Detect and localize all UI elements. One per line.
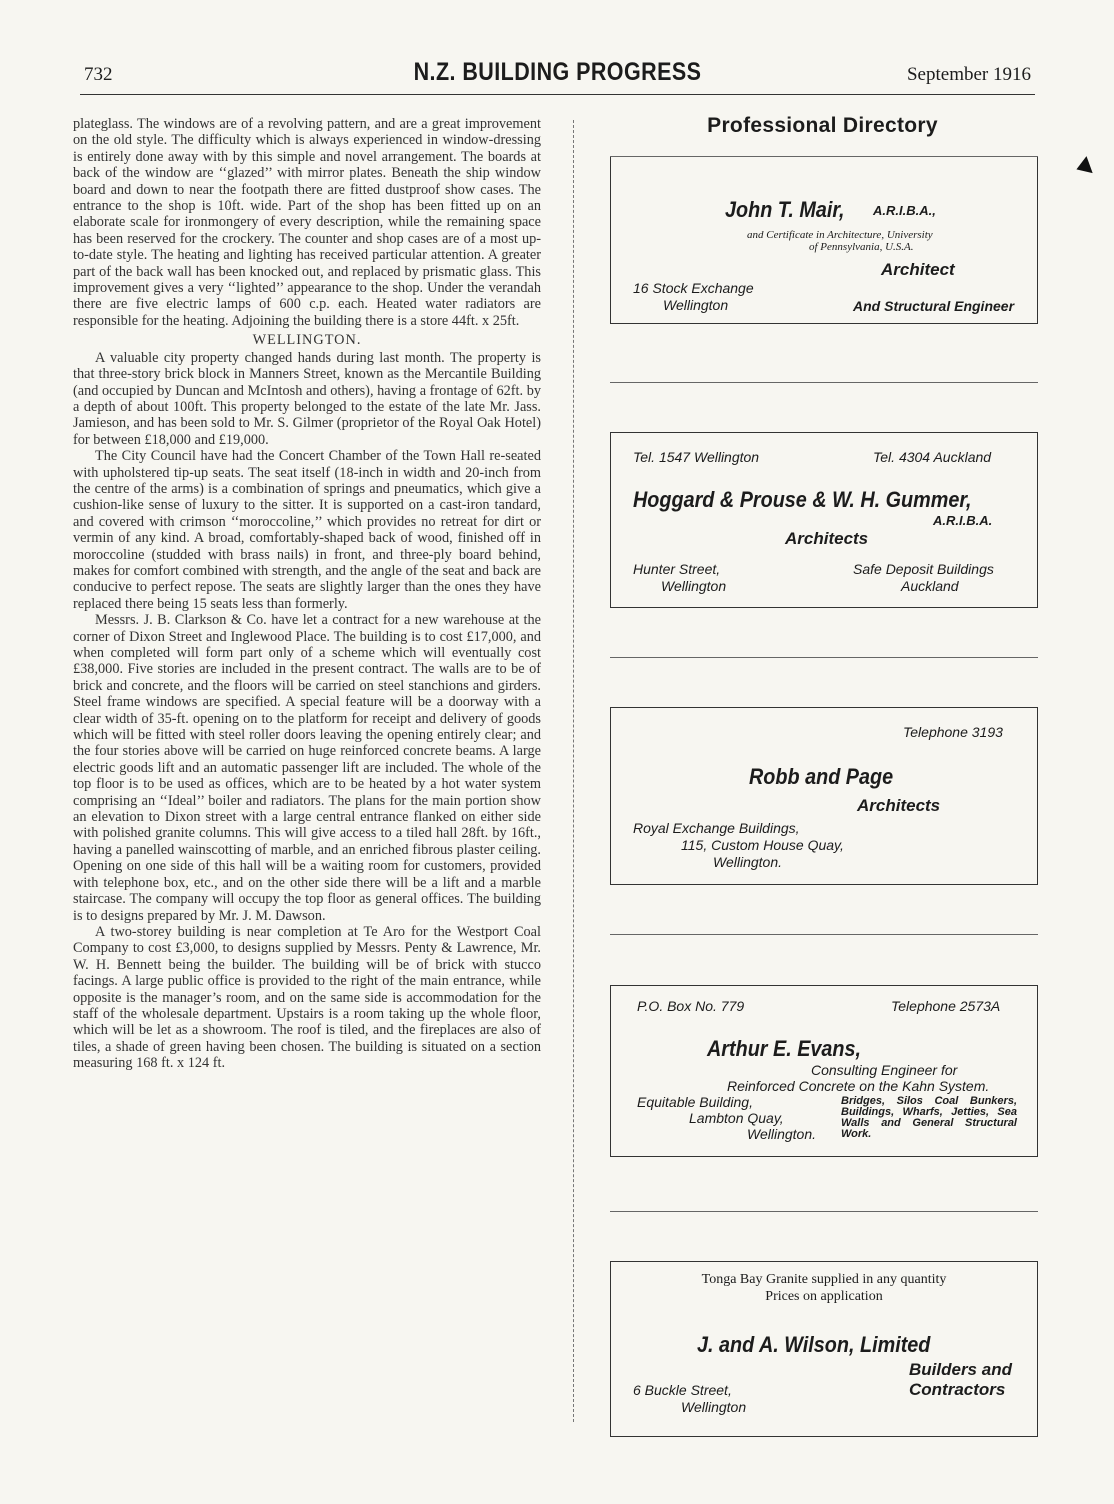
firm-name: Hoggard & Prouse & W. H. Gummer, bbox=[633, 487, 972, 512]
page-header bbox=[80, 58, 1035, 95]
address-line: 115, Custom House Quay, bbox=[681, 837, 844, 853]
margin-mark-icon bbox=[1073, 156, 1092, 178]
address-line: Lambton Quay, bbox=[689, 1110, 784, 1126]
firm-name: John T. Mair, bbox=[725, 197, 845, 222]
directory-card-hoggard bbox=[610, 432, 1038, 608]
telephone: Tel. 1547 Wellington bbox=[633, 449, 760, 465]
article-paragraph: A valuable city property changed hands during last month. The property is that three-story brick block in Manners Street, known as the Mercantile Building (and occupied by Duncan and McIntosh and others), having a frontage of 62ft. by a depth of about 100ft. This property belonged to the estate of the late Mr. Jass. Jamieson, and has been sold to Mr. S. Gilmer (proprietor of the Royal Oak Hotel) for between £18,000 and £19,000. bbox=[73, 349, 541, 448]
services-list: Bridges, Silos Coal Bunkers, Buildings, Wharfs, Jetties, Sea Walls and General Structural Work. bbox=[841, 1095, 1017, 1140]
address-line: Royal Exchange Buildings, bbox=[633, 820, 800, 836]
tagline: Consulting Engineer for bbox=[811, 1062, 958, 1078]
address-line: Wellington. bbox=[747, 1126, 817, 1142]
qualifications: A.R.I.B.A., bbox=[873, 203, 936, 218]
directory-card-wilson bbox=[610, 1261, 1038, 1437]
divider bbox=[610, 934, 1038, 935]
article-column bbox=[73, 116, 541, 1072]
directory-card-robb bbox=[610, 707, 1038, 885]
address-line: Wellington bbox=[661, 578, 727, 594]
address-line: 16 Stock Exchange bbox=[633, 280, 754, 296]
divider bbox=[610, 382, 1038, 383]
tagline: Reinforced Concrete on the Kahn System. bbox=[727, 1078, 990, 1094]
telephone: Telephone 3193 bbox=[903, 724, 1003, 740]
profession-secondary: And Structural Engineer bbox=[853, 298, 1015, 314]
issue-date: September 1916 bbox=[906, 64, 1031, 85]
telephone: Tel. 4304 Auckland bbox=[873, 449, 992, 465]
firm-name: Arthur E. Evans, bbox=[707, 1036, 862, 1061]
section-heading: WELLINGTON. bbox=[252, 332, 362, 349]
article-paragraph: The City Council have had the Concert Chamber of the Town Hall re-seated with upholstered tip-up seats. The seat itself (18-inch in width and 20-inch from the centre of the arms) is a combination of springs and pneumatics, which give a cushion-like sense of luxury to the sitter. It is supported on a cast-iron tandard, and covered with crimson ‘‘moroccoline,’’ which provides no retreat for dirt or vermin of any kind. A broad, comfortably-shaped back of wood, finished off in moroccoline (studded with brass nails) in front, and three-ply board behind, makes for comfort combined with strength, and the angle of the seat and back are conducive to perfect repose. The seats are slightly larger than the ones they have replaced there being 15 seats less than formerly. bbox=[73, 448, 541, 612]
po-box: P.O. Box No. 779 bbox=[637, 998, 745, 1014]
address-line: Equitable Building, bbox=[637, 1094, 753, 1110]
journal-title: N.Z. BUILDING PROGRESS bbox=[413, 58, 702, 86]
page-number: 732 bbox=[84, 64, 113, 85]
directory-card-evans bbox=[610, 985, 1038, 1157]
certificate-line: of Pennsylvania, U.S.A. bbox=[809, 241, 914, 253]
qualifications: A.R.I.B.A. bbox=[933, 513, 993, 528]
directory-title: Professional Directory bbox=[707, 114, 938, 137]
divider bbox=[610, 1211, 1038, 1212]
address-line: Safe Deposit Buildings bbox=[853, 561, 994, 577]
firm-name: J. and A. Wilson, Limited bbox=[697, 1332, 931, 1357]
profession: Contractors bbox=[909, 1380, 1006, 1399]
address-line: Hunter Street, bbox=[633, 561, 721, 577]
address-line: 6 Buckle Street, bbox=[633, 1382, 732, 1398]
address-line: Wellington bbox=[681, 1399, 747, 1415]
directory-card-mair bbox=[610, 157, 1038, 324]
profession: Architects bbox=[785, 529, 869, 548]
article-paragraph: A two-storey building is near completion at Te Aro for the Westport Coal Company to cost £3,000, to designs supplied by Messrs. Penty & Lawrence, Mr. W. H. Bennett being the builder. The building will be of brick with stucco facings. A large public office is provided to the right of the main entrance, while opposite is the manager’s room, and on the same side is accommodation for the staff of the wholesale department. Upstairs is a room taking up the whole floor, which will be let as a showroom. The roof is tiled, and the fireplaces are also of tiles, a shade of green having been chosen. The building is situated on a section measuring 168 ft. x 124 ft. bbox=[73, 923, 541, 1072]
advert-line: Prices on application bbox=[765, 1289, 883, 1304]
profession: Architect bbox=[881, 260, 955, 279]
telephone: Telephone 2573A bbox=[891, 998, 1001, 1014]
advert-line: Tonga Bay Granite supplied in any quantity bbox=[701, 1272, 947, 1287]
profession: Architects bbox=[857, 796, 941, 815]
divider bbox=[610, 657, 1038, 658]
column-divider bbox=[573, 120, 574, 1422]
certificate-line: and Certificate in Architecture, University bbox=[747, 229, 933, 241]
article-paragraph: Messrs. J. B. Clarkson & Co. have let a contract for a new warehouse at the corner of Dixon Street and Inglewood Place. The building is to cost £17,000, and when completed will form part only of a scheme which will eventually cost £38,000. Five stories are included in the present contract. The walls are to be of brick and concrete, and the floors will be carried on steel stanchions and girders. Steel frame windows are specified. A special feature will be a doorway with a clear width of 35-ft. opening on to the platform for receipt and delivery of goods which will be fitted with steel roller doors leaving the opening entirely clear; and the four stories above will be carried on huge reinforced concrete beams. A large electric goods lift and an automatic passenger lift are included. The whole of the top floor is to be used as offices, which are to be heated by a hot water system comprising an ‘‘Ideal’’ boiler and radiators. The plans for the main portion show an elevation to Dixon street with a large central entrance flanked on either side with polished granite columns. This will give access to a tiled hall 28ft. by 16ft., having a panelled wainscotting of marble, and an enriched fibrous plaster ceiling. Opening on one side of this hall will be a waiting room for customers, provided with telephone box, etc., and on the other side there will be a lift and a marble staircase. The company will occupy the top floor as general offices. The building is to designs prepared by Mr. J. M. Dawson. bbox=[73, 612, 541, 924]
address-line: Auckland bbox=[901, 578, 959, 594]
article-paragraph: plateglass. The windows are of a revolving pattern, and are a great improvement on the old style. The difficulty which is always experienced in window-dressing is entirely done away with by this simple and novel arrangement. The boards at back of the window are ‘‘glazed’’ with mirror plates. Beneath the ship window board and down to near the footpath there are fitted dustproof show cases. The entrance to the shop is 10ft. wide. Part of the shop has been fitted up on an elaborate scale for ironmongery of every description, while the remaining space has been reserved for the crockery. The counter and shop cases are of a most up-to-date style. The heating and lighting has received particular attention. A greater part of the back wall has been knocked out, and replaced by prismatic glass. This improvement gives a very ‘‘lighted’’ appearance to the shop. Under the verandah there are five electric lamps of 600 c.p. each. Heated water radiators are responsible for the heating. Adjoining the building there is a store 44ft. x 25ft. bbox=[73, 116, 541, 329]
address-line: Wellington. bbox=[713, 854, 783, 870]
address-line: Wellington bbox=[663, 297, 729, 313]
profession: Builders and bbox=[909, 1360, 1012, 1379]
firm-name: Robb and Page bbox=[749, 764, 894, 789]
